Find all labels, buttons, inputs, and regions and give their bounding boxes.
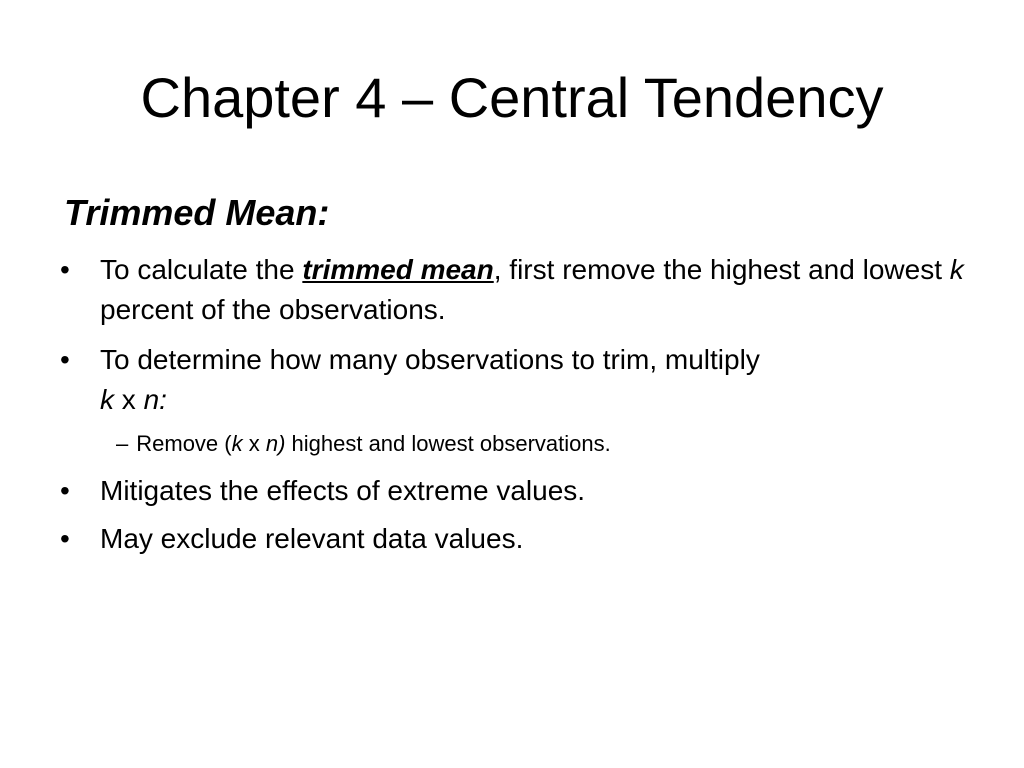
sub-bullet-marker: – — [116, 431, 129, 456]
bullet-text — [100, 340, 980, 420]
bullet-text — [100, 250, 980, 330]
bullet-text-part: To calculate the — [100, 254, 303, 285]
bullet-item — [60, 519, 980, 559]
bullet-marker: • — [60, 344, 70, 375]
sub-bullet-text-part: Remove ( — [136, 431, 232, 456]
bullet-marker: • — [60, 475, 70, 506]
emphasized-term: trimmed mean — [302, 254, 494, 285]
bullet-text: May exclude relevant data values. — [100, 523, 524, 554]
multiply-sign: x — [242, 431, 266, 456]
bullet-text-part: , first remove the highest and lowest — [493, 254, 950, 285]
variable-k: k — [231, 431, 243, 456]
multiply-sign: x — [114, 384, 144, 415]
bullet-text-part: To determine how many observations to trim, multiply — [100, 344, 760, 375]
bullet-item — [60, 340, 980, 420]
sub-bullet-text-part: highest and lowest observations. — [285, 431, 611, 456]
section-heading: Trimmed Mean: — [64, 192, 330, 233]
variable-k: k — [949, 254, 964, 285]
variable-k: k — [100, 384, 114, 415]
variable-n: n: — [143, 384, 167, 415]
slide-title: Chapter 4 – Central Tendency — [140, 66, 884, 129]
bullet-marker: • — [60, 254, 70, 285]
bullet-item — [60, 471, 980, 511]
bullet-text-part: percent of the observations. — [100, 294, 446, 325]
bullet-marker: • — [60, 523, 70, 554]
bullet-item — [60, 250, 980, 330]
variable-n: n) — [265, 431, 286, 456]
sub-bullet-item — [116, 427, 976, 461]
bullet-text: Mitigates the effects of extreme values. — [100, 475, 586, 506]
